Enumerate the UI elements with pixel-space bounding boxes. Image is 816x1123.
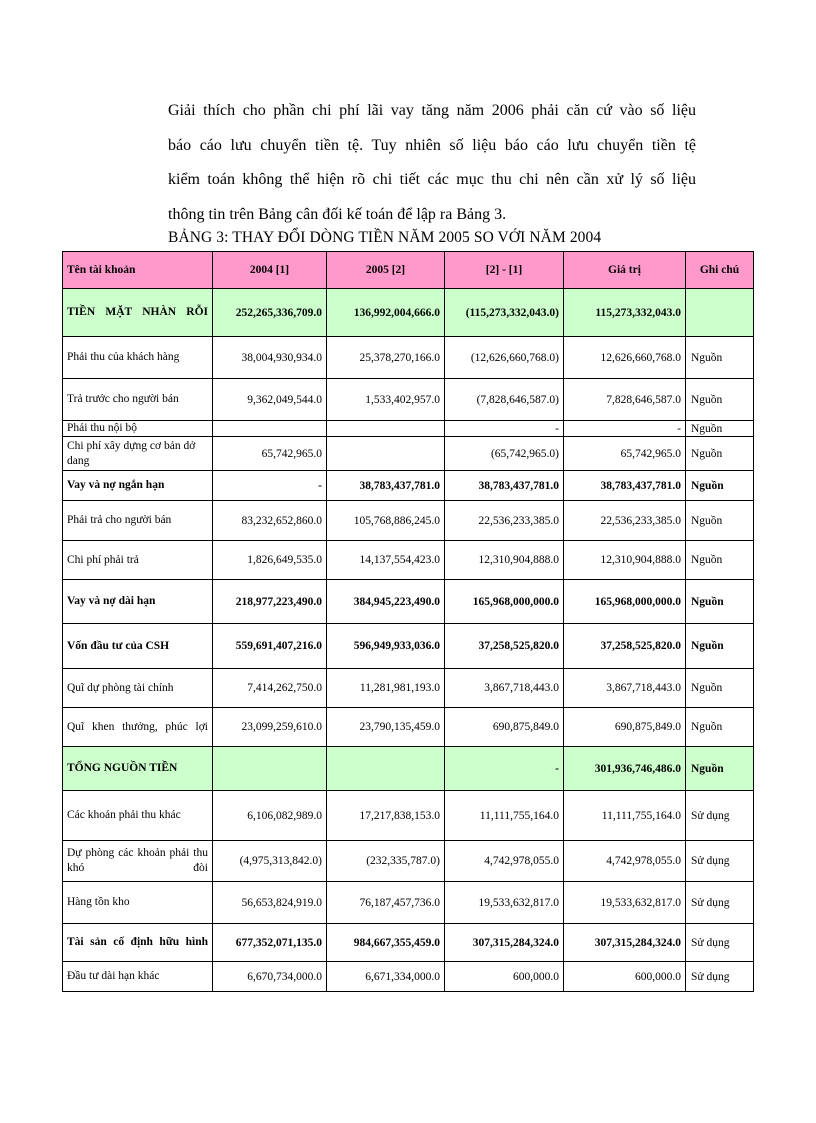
value-amount: 301,936,746,486.0: [564, 747, 686, 791]
cash-flow-table: [62, 251, 754, 992]
value-2004: 38,004,930,934.0: [213, 337, 327, 379]
paragraph-line: kiểm toán không thể hiện rõ chi tiết các mục thu chi nên cần xử lý số liệu: [168, 171, 696, 188]
note-cell: Nguồn: [686, 708, 754, 747]
value-amount: 19,533,632,817.0: [564, 882, 686, 924]
table-row: [63, 541, 754, 580]
value-2005: 984,667,355,459.0: [327, 924, 445, 962]
account-name: Các khoản phải thu khác: [63, 791, 213, 841]
value-amount: 690,875,849.0: [564, 708, 686, 747]
note-cell: Nguồn: [686, 437, 754, 471]
value-2004: -: [213, 471, 327, 501]
value-2004: 65,742,965.0: [213, 437, 327, 471]
table-row: [63, 437, 754, 471]
note-cell: [686, 289, 754, 337]
value-amount: 37,258,525,820.0: [564, 624, 686, 669]
account-name: Vốn đầu tư của CSH: [63, 624, 213, 669]
value-2004: (4,975,313,842.0): [213, 841, 327, 882]
account-name: Vay và nợ ngắn hạn: [63, 471, 213, 501]
value-diff: (12,626,660,768.0): [445, 337, 564, 379]
col-header-2005: 2005 [2]: [327, 252, 445, 289]
value-amount: 22,536,233,385.0: [564, 501, 686, 541]
value-amount: 12,310,904,888.0: [564, 541, 686, 580]
value-2004: 9,362,049,544.0: [213, 379, 327, 421]
value-diff: 12,310,904,888.0: [445, 541, 564, 580]
col-header-account: Tên tài khoản: [63, 252, 213, 289]
value-2005: (232,335,787.0): [327, 841, 445, 882]
table-row: [63, 624, 754, 669]
value-amount: 65,742,965.0: [564, 437, 686, 471]
account-name: TỔNG NGUỒN TIỀN: [63, 747, 213, 791]
value-amount: 307,315,284,324.0: [564, 924, 686, 962]
value-diff: 165,968,000,000.0: [445, 580, 564, 624]
col-header-value: Giá trị: [564, 252, 686, 289]
value-amount: 3,867,718,443.0: [564, 669, 686, 708]
account-name: Đầu tư dài hạn khác: [63, 962, 213, 992]
value-diff: 22,536,233,385.0: [445, 501, 564, 541]
table-row: [63, 471, 754, 501]
value-diff: 37,258,525,820.0: [445, 624, 564, 669]
value-2004: 56,653,824,919.0: [213, 882, 327, 924]
table-row: [63, 289, 754, 337]
table-row: [63, 379, 754, 421]
table-row: [63, 747, 754, 791]
value-2004: 218,977,223,490.0: [213, 580, 327, 624]
table-row: [63, 421, 754, 437]
value-2005: 76,187,457,736.0: [327, 882, 445, 924]
note-cell: Nguồn: [686, 580, 754, 624]
account-name: Phải trả cho người bán: [63, 501, 213, 541]
col-header-2004: 2004 [1]: [213, 252, 327, 289]
intro-paragraph: [168, 94, 696, 232]
value-2004: 7,414,262,750.0: [213, 669, 327, 708]
value-amount: -: [564, 421, 686, 437]
value-amount: 4,742,978,055.0: [564, 841, 686, 882]
value-diff: 690,875,849.0: [445, 708, 564, 747]
value-2005: 384,945,223,490.0: [327, 580, 445, 624]
table-caption: BẢNG 3: THAY ĐỔI DÒNG TIỀN NĂM 2005 SO VỚI NĂM 2004: [168, 229, 602, 246]
value-2005: [327, 747, 445, 791]
note-cell: Sử dụng: [686, 841, 754, 882]
value-2005: 14,137,554,423.0: [327, 541, 445, 580]
value-2005: 38,783,437,781.0: [327, 471, 445, 501]
account-name: Tài sản cố định hữu hình: [63, 924, 213, 962]
value-amount: 165,968,000,000.0: [564, 580, 686, 624]
note-cell: Sử dụng: [686, 791, 754, 841]
value-2005: 105,768,886,245.0: [327, 501, 445, 541]
value-2005: [327, 437, 445, 471]
note-cell: Nguồn: [686, 337, 754, 379]
value-2004: 1,826,649,535.0: [213, 541, 327, 580]
value-amount: 115,273,332,043.0: [564, 289, 686, 337]
note-cell: Nguồn: [686, 669, 754, 708]
account-name: TIỀN MẶT NHÀN RỖI: [63, 289, 213, 337]
note-cell: Nguồn: [686, 541, 754, 580]
account-name: Quĩ khen thưởng, phúc lợi: [63, 708, 213, 747]
col-header-note: Ghi chú: [686, 252, 754, 289]
value-2005: 6,671,334,000.0: [327, 962, 445, 992]
paragraph-line: Giải thích cho phần chi phí lãi vay tăng năm 2006 phải căn cứ vào số liệu: [168, 102, 696, 119]
table-row: [63, 962, 754, 992]
value-amount: 11,111,755,164.0: [564, 791, 686, 841]
value-2004: [213, 747, 327, 791]
value-2004: 252,265,336,709.0: [213, 289, 327, 337]
note-cell: Nguồn: [686, 471, 754, 501]
note-cell: Nguồn: [686, 421, 754, 437]
table-header-row: [63, 252, 754, 289]
value-2004: 6,106,082,989.0: [213, 791, 327, 841]
account-name: Phải thu nội bộ: [63, 421, 213, 437]
value-2005: 11,281,981,193.0: [327, 669, 445, 708]
account-name: Chi phí phải trả: [63, 541, 213, 580]
col-header-diff: [2] - [1]: [445, 252, 564, 289]
table-row: [63, 924, 754, 962]
value-amount: 600,000.0: [564, 962, 686, 992]
value-diff: 38,783,437,781.0: [445, 471, 564, 501]
account-name: Trả trước cho người bán: [63, 379, 213, 421]
value-diff: (115,273,332,043.0): [445, 289, 564, 337]
value-diff: 600,000.0: [445, 962, 564, 992]
value-2005: 25,378,270,166.0: [327, 337, 445, 379]
value-2004: 83,232,652,860.0: [213, 501, 327, 541]
note-cell: Nguồn: [686, 379, 754, 421]
table-row: [63, 337, 754, 379]
value-diff: 307,315,284,324.0: [445, 924, 564, 962]
note-cell: Nguồn: [686, 501, 754, 541]
value-diff: -: [445, 421, 564, 437]
value-2004: 6,670,734,000.0: [213, 962, 327, 992]
table-row: [63, 580, 754, 624]
value-2005: 17,217,838,153.0: [327, 791, 445, 841]
note-cell: Sử dụng: [686, 924, 754, 962]
value-2004: 677,352,071,135.0: [213, 924, 327, 962]
value-2005: 23,790,135,459.0: [327, 708, 445, 747]
value-2005: 596,949,933,036.0: [327, 624, 445, 669]
table-row: [63, 841, 754, 882]
value-2004: 23,099,259,610.0: [213, 708, 327, 747]
value-diff: 3,867,718,443.0: [445, 669, 564, 708]
account-name: Dự phòng các khoản phải thu khó đòi: [63, 841, 213, 882]
account-name: Hàng tồn kho: [63, 882, 213, 924]
value-amount: 38,783,437,781.0: [564, 471, 686, 501]
value-diff: -: [445, 747, 564, 791]
table-row: [63, 501, 754, 541]
note-cell: Sử dụng: [686, 962, 754, 992]
value-diff: 19,533,632,817.0: [445, 882, 564, 924]
value-amount: 12,626,660,768.0: [564, 337, 686, 379]
value-2004: 559,691,407,216.0: [213, 624, 327, 669]
value-2005: [327, 421, 445, 437]
value-2005: 136,992,004,666.0: [327, 289, 445, 337]
table-row: [63, 791, 754, 841]
account-name: Chi phí xây dựng cơ bản dở dang: [63, 437, 213, 471]
note-cell: Nguồn: [686, 624, 754, 669]
paragraph-line: báo cáo lưu chuyển tiền tệ. Tuy nhiên số liệu báo cáo lưu chuyển tiền tệ: [168, 136, 696, 154]
value-diff: (65,742,965.0): [445, 437, 564, 471]
table-row: [63, 669, 754, 708]
value-diff: (7,828,646,587.0): [445, 379, 564, 421]
value-diff: 11,111,755,164.0: [445, 791, 564, 841]
note-cell: Nguồn: [686, 747, 754, 791]
account-name: Phải thu của khách hàng: [63, 337, 213, 379]
value-2005: 1,533,402,957.0: [327, 379, 445, 421]
value-2004: [213, 421, 327, 437]
account-name: Vay và nợ dài hạn: [63, 580, 213, 624]
value-diff: 4,742,978,055.0: [445, 841, 564, 882]
value-amount: 7,828,646,587.0: [564, 379, 686, 421]
table-row: [63, 882, 754, 924]
note-cell: Sử dụng: [686, 882, 754, 924]
account-name: Quĩ dự phòng tài chính: [63, 669, 213, 708]
table-row: [63, 708, 754, 747]
paragraph-line: thông tin trên Bảng cân đối kế toán để lập ra Bảng 3.: [168, 205, 507, 223]
